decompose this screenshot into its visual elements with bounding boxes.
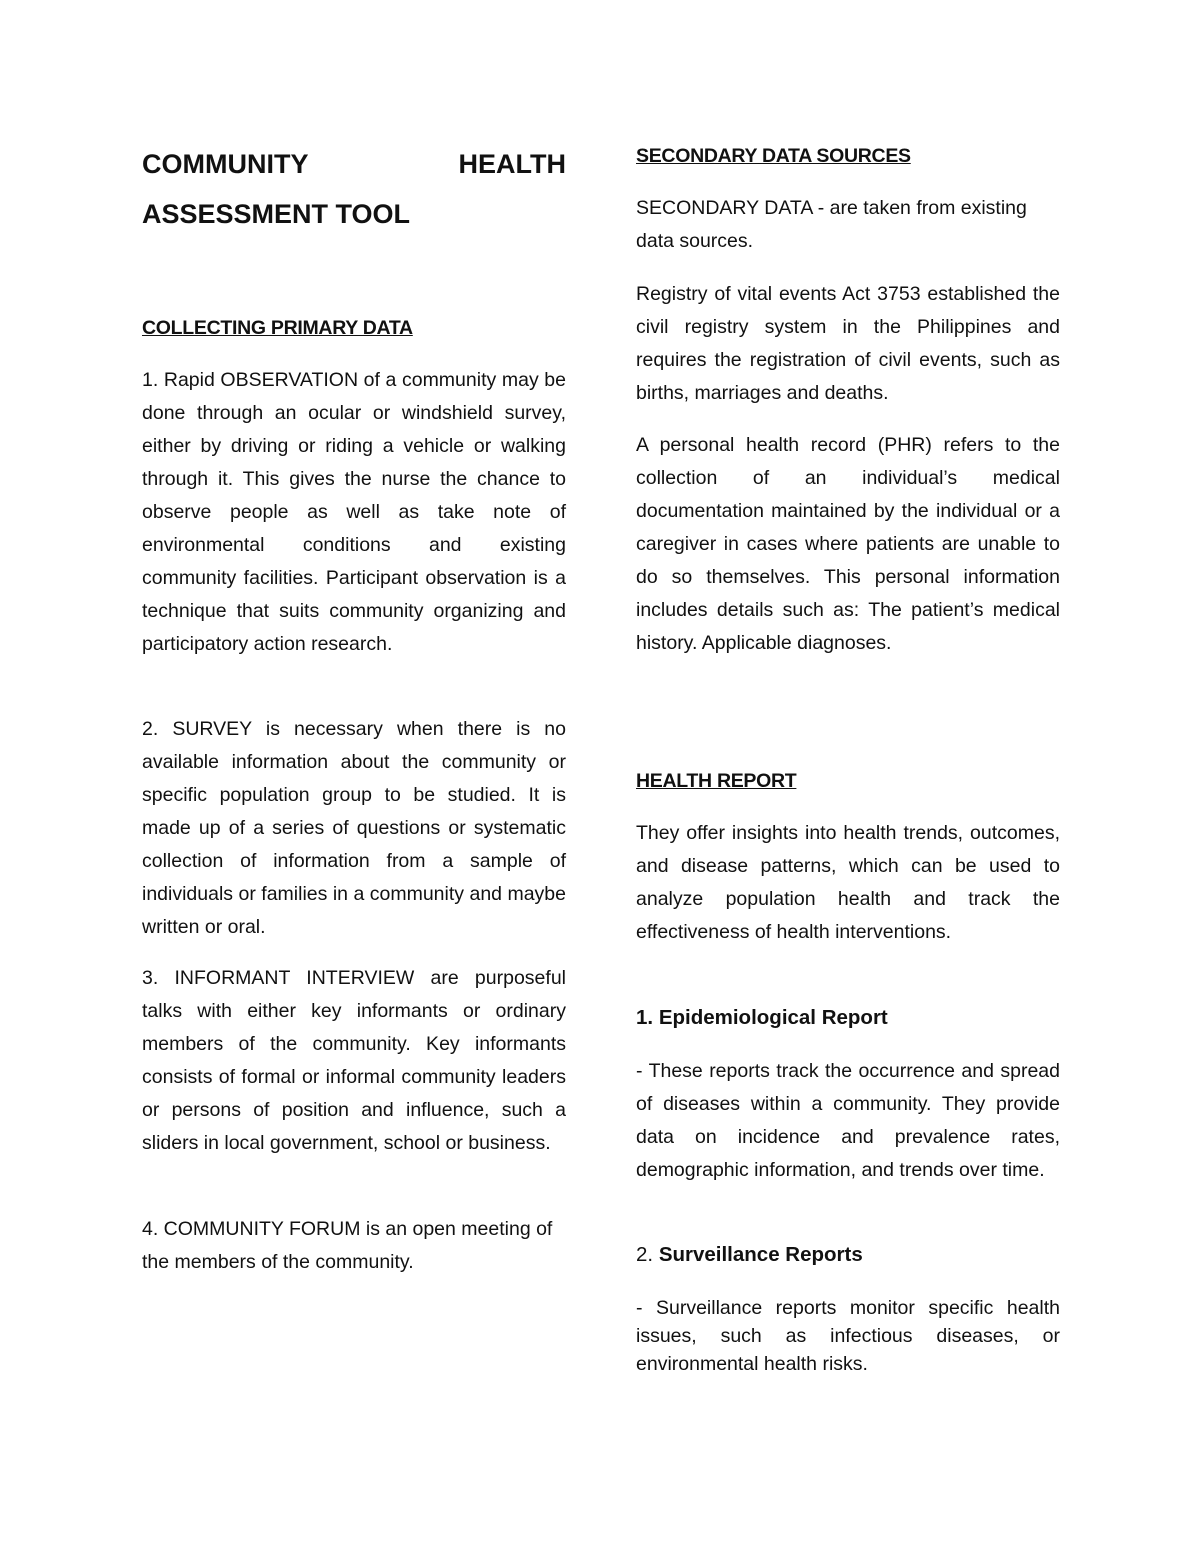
document-title: COMMUNITY HEALTH ASSESSMENT TOOL [142, 149, 566, 229]
personal-health-record-paragraph: A personal health record (PHR) refers to the collection of an individual’s medical documentation maintained by the individual or a caregiver in cases where patients are unable to do so themselves. This personal information includes details such as: The patient’s medical history. Applicable diagnoses. [636, 434, 1060, 654]
epidemiological-report-number: 1. [636, 1006, 654, 1029]
surveillance-reports-number: 2. [636, 1243, 654, 1266]
vital-events-registry-paragraph: Registry of vital events Act 3753 established the civil registry system in the Philippines and requires the registration of civil events, such as births, marriages and deaths. [636, 283, 1060, 404]
survey-item: 2. SURVEY is necessary when there is no available information about the community or specific population group to be studied. It is made up of a series of questions or systematic collection of information from a sample of individuals or families in a community and maybe written or oral. [142, 718, 566, 938]
secondary-data-sources-heading: SECONDARY DATA SOURCES [636, 145, 911, 167]
health-report-intro: They offer insights into health trends, outcomes, and disease patterns, which can be used to analyze population health and track the effectiveness of health interventions. [636, 822, 1060, 943]
surveillance-reports-title: Surveillance Reports [658, 1243, 863, 1266]
epidemiological-report-heading [636, 1003, 1060, 1033]
observation-item: 1. Rapid OBSERVATION of a community may be done through an ocular or windshield survey, either by driving or riding a vehicle or walking through it. This gives the nurse the chance to observe people as well as take note of environmental conditions and existing community facilities. Participant observation is a technique that suits community organizing and participatory action research. [142, 369, 566, 655]
collecting-primary-data-heading: COLLECTING PRIMARY DATA [142, 317, 413, 339]
informant-interview-item: 3. INFORMANT INTERVIEW are purposeful talks with either key informants or ordinary members of the community. Key informants consists of formal or informal community leaders or persons of position and influence, such a sliders in local government, school or business. [142, 967, 566, 1154]
secondary-data-definition: SECONDARY DATA - are taken from existing data sources. [636, 197, 1027, 252]
epidemiological-report-title: Epidemiological Report [658, 1006, 888, 1029]
health-report-heading: HEALTH REPORT [636, 770, 797, 792]
surveillance-reports-heading [636, 1240, 1060, 1270]
community-forum-item: 4. COMMUNITY FORUM is an open meeting of the members of the community. [142, 1218, 553, 1273]
epidemiological-report-text: - These reports track the occurrence and spread of diseases within a community. They provide data on incidence and prevalence rates, demographic information, and trends over time. [636, 1060, 1060, 1181]
surveillance-reports-text: - Surveillance reports monitor specific health issues, such as infectious diseases, or environmental health risks. [636, 1297, 1060, 1375]
